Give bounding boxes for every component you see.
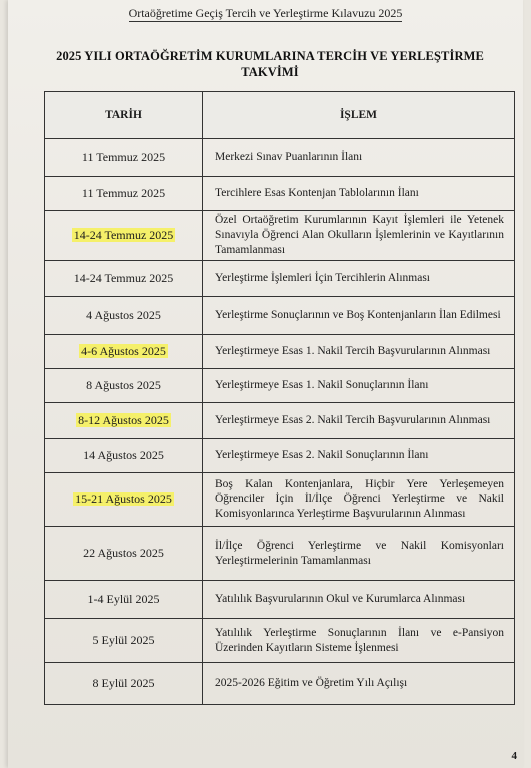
title-line-2: TAKVİMİ: [241, 65, 299, 79]
date-cell: [45, 177, 203, 211]
operation-cell: Tercihlere Esas Kontenjan Tablolarının İlanı: [203, 177, 515, 211]
highlighted-date: 15-21 Ağustos 2025: [75, 492, 172, 506]
operation-cell: Yerleştirmeye Esas 2. Nakil Tercih Başvurularının Alınması: [203, 403, 515, 439]
operation-cell: Yerleştirme İşlemleri İçin Tercihlerin Alınması: [203, 261, 515, 297]
date-cell: [45, 335, 203, 369]
date-text: 14 Ağustos 2025: [83, 448, 164, 462]
table-row: [45, 139, 515, 177]
date-cell: [45, 581, 203, 619]
date-cell: [45, 261, 203, 297]
table-row: [45, 335, 515, 369]
header-text: Ortaöğretime Geçiş Tercih ve Yerleştirme Kılavuzu 2025: [128, 6, 403, 20]
date-text: 5 Eylül 2025: [92, 633, 155, 647]
date-cell: [45, 139, 203, 177]
highlighted-date: 14-24 Temmuz 2025: [73, 228, 174, 242]
date-text: 11 Temmuz 2025: [81, 186, 166, 200]
column-header-date: TARİH: [45, 92, 203, 139]
date-cell: [45, 403, 203, 439]
table-row: [45, 439, 515, 473]
operation-cell: Yerleştirme Sonuçlarının ve Boş Kontenjanların İlan Edilmesi: [203, 297, 515, 335]
highlighted-date: 8-12 Ağustos 2025: [78, 413, 169, 427]
table-row: [45, 619, 515, 663]
date-text: 22 Ağustos 2025: [83, 546, 164, 560]
table-row: [45, 369, 515, 403]
table-row: [45, 473, 515, 527]
date-cell: [45, 619, 203, 663]
date-cell: [45, 369, 203, 403]
operation-cell: Yatılılık Yerleştirme Sonuçlarının İlanı ve e-Pansiyon Üzerinden Kayıtların Sisteme İşlenmesi: [203, 619, 515, 663]
date-text: 4 Ağustos 2025: [86, 308, 161, 322]
table-row: [45, 403, 515, 439]
table-row: [45, 261, 515, 297]
date-cell: [45, 527, 203, 581]
date-text: 8 Ağustos 2025: [86, 378, 161, 392]
operation-cell: Yerleştirmeye Esas 1. Nakil Sonuçlarının İlanı: [203, 369, 515, 403]
schedule-table: [44, 91, 515, 705]
operation-cell: Yerleştirmeye Esas 1. Nakil Tercih Başvurularının Alınması: [203, 335, 515, 369]
running-header: [0, 6, 531, 21]
operation-cell: İl/İlçe Öğrenci Yerleştirme ve Nakil Komisyonları Yerleştirmelerinin Tamamlanması: [203, 527, 515, 581]
title-line-1: 2025 YILI ORTAÖĞRETİM KURUMLARINA TERCİH VE YERLEŞTİRME: [56, 49, 484, 63]
page-number: 4: [511, 750, 517, 762]
date-text: 14-24 Temmuz 2025: [73, 271, 174, 285]
page-title: [40, 48, 500, 80]
table-row: [45, 211, 515, 261]
table-row: [45, 527, 515, 581]
column-header-operation: İŞLEM: [203, 92, 515, 139]
operation-cell: Yatılılık Başvurularının Okul ve Kurumlarca Alınması: [203, 581, 515, 619]
operation-cell: Yerleştirmeye Esas 2. Nakil Sonuçlarının İlanı: [203, 439, 515, 473]
date-text: 8 Eylül 2025: [92, 676, 155, 690]
date-cell: [45, 439, 203, 473]
date-text: 1-4 Eylül 2025: [87, 592, 160, 606]
date-text: 11 Temmuz 2025: [81, 150, 166, 164]
operation-cell: Özel Ortaöğretim Kurumlarının Kayıt İşlemleri ile Yetenek Sınavıyla Öğrenci Alan Okulların İşlemlerinin ve Kayıtlarının Tamamlanması: [203, 211, 515, 261]
date-cell: [45, 473, 203, 527]
operation-cell: Boş Kalan Kontenjanlara, Hiçbir Yere Yerleşemeyen Öğrenciler İçin İl/İlçe Öğrenci Yerleştirme ve Nakil Komisyonlarınca Yerleştirme Başvurularının Alınması: [203, 473, 515, 527]
table-row: [45, 581, 515, 619]
table-row: [45, 177, 515, 211]
table-header-row: [45, 92, 515, 139]
highlighted-date: 4-6 Ağustos 2025: [81, 344, 166, 358]
operation-cell: Merkezi Sınav Puanlarının İlanı: [203, 139, 515, 177]
table-row: [45, 297, 515, 335]
operation-cell: 2025-2026 Eğitim ve Öğretim Yılı Açılışı: [203, 663, 515, 705]
date-cell: [45, 297, 203, 335]
table-row: [45, 663, 515, 705]
date-cell: [45, 211, 203, 261]
date-cell: [45, 663, 203, 705]
